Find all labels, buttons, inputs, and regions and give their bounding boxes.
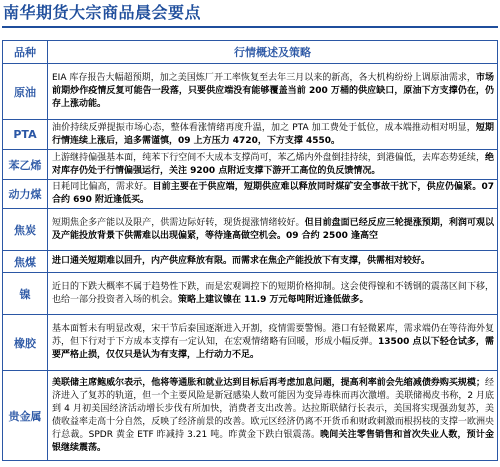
commodity-summary: 短期焦企多产能以及限产，供需边际好转，现货提涨情绪较好。但目前盘面已经反应三轮提涨预期，利润可观以及产能投放背景下供需难以出现偏紧，等待逢高做空机会。09 合约 2500 逢高空 — [48, 209, 498, 251]
commodity-summary: 基本面暂未有明显改观，宋干节后泰国逐渐进入开割，疫情需要警惕。港口有轻微累库，需求端仍在等待海外复苏，但下行对于下方成本支撑有一定认知，在宏观情绪略有回暖，形成小幅反弹。13500 点以下轻仓试多，需要严格止损，仅仅只是认为有支撑，上行动力不足。 — [48, 315, 498, 371]
commodity-name: 苯乙烯 — [3, 150, 48, 180]
table-row — [3, 150, 498, 180]
table-row — [3, 64, 498, 120]
title-underline — [2, 26, 498, 28]
commodity-summary: 近日的下跌大概率不属于趋势性下跌，而是宏观调控下的短期价格抑制。这会使得镍和不锈钢的震荡区间下移，也给一部分投资者入场的机会。策略上建议镍在 11.9 万元每吨附近逢低做多。 — [48, 273, 498, 315]
header-category: 品种 — [3, 41, 48, 64]
table-row — [3, 251, 498, 273]
commodity-name: 动力煤 — [3, 180, 48, 209]
commodity-name: 原油 — [3, 64, 48, 120]
commodity-name: PTA — [3, 120, 48, 150]
commodity-name: 焦煤 — [3, 251, 48, 273]
table-row — [3, 209, 498, 251]
commodity-name: 镍 — [3, 273, 48, 315]
table-header-row — [3, 41, 498, 64]
commodity-summary: 油价持续反弹提振市场心态，整体看涨情绪再度升温，加之 PTA 加工费处于低位，成本端推动相对明显，短期行情连续上涨后，追多需谨慎，09 上方压力 4720，下方支撑 4550。 — [48, 120, 498, 150]
table-row — [3, 120, 498, 150]
commodity-name: 橡胶 — [3, 315, 48, 371]
commodity-summary: 进口通关短期难以回升，内产供应释放有限。而需求在焦企产能投放下有支撑，供需相对较好。 — [48, 251, 498, 273]
commodity-table — [2, 40, 498, 461]
table-row — [3, 273, 498, 315]
commodity-name: 贵金属 — [3, 371, 48, 461]
header-summary: 行情概述及策略 — [48, 41, 498, 64]
commodity-summary: 日耗同比偏高，需求好。目前主要在于供应端，短期供应难以释放同时煤矿安全事故干扰下，供应仍偏紧。07 合约 690 附近逢低买。 — [48, 180, 498, 209]
table-row — [3, 315, 498, 371]
commodity-summary: 美联储主席鲍威尔表示，他将等通胀和就业达到目标后再考虑加息问题，提高利率前会先缩减债券购买规模；经济进入了复苏的轨道，但一个主要风险是新冠感染人数可能因为变异毒株而再次激增。美联储褐皮书称，2 月底到 4 月初美国经济活动增长步伐有所加快，消费者支出改善。达拉斯联储行长表示，美国将实现强劲复苏，美债收益率走高十分自然，反映了经济前景的改善。欧元区经济仍离不开货币和财政刺激而根拐枝的支撑一欧洲央行总裁。SPDR 黄金 ETF 昨减持 3.21 吨。昨黄金下跌白银震荡。晚间关注零售销售和首次失业人数，预计金银继续震荡。 — [48, 371, 498, 461]
commodity-name: 焦炭 — [3, 209, 48, 251]
commodity-summary: EIA 库存报告大幅超预期，加之美国炼厂开工率恢复至去年三月以来的新高，各大机构纷纷上调原油需求，市场前期炒作疫情反复可能告一段落，只要供应端没有能够覆盖当前 200 万桶的供应缺口，原油下方支撑仍在，仍存上涨动能。 — [48, 64, 498, 120]
table-row — [3, 180, 498, 209]
table-row — [3, 371, 498, 461]
page-title: 南华期货大宗商品晨会要点 — [3, 3, 202, 22]
commodity-summary: 上游继持偏强基本面，纯苯下行空间不大成本支撑尚可，苯乙烯内外盘倒挂持续，到港偏低，去库态势延续，绝对库存仍处于行情偏强运行，关注 9200 点附近支撑下游开工高位的负反馈情况。 — [48, 150, 498, 180]
